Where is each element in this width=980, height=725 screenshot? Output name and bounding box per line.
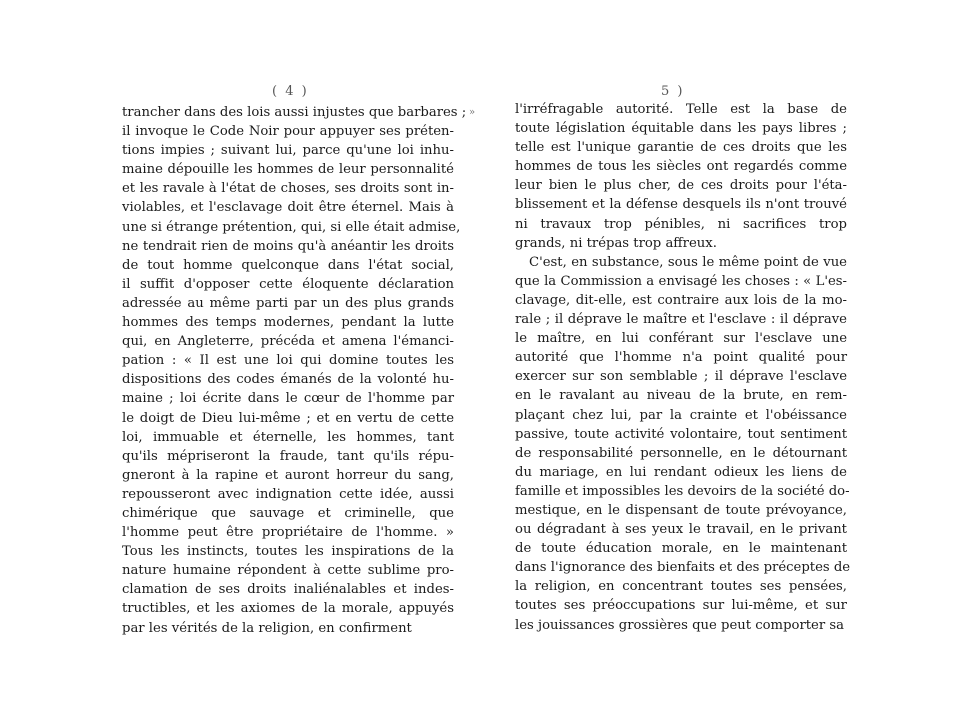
left-text-line: hommes des temps modernes, pendant la lutte [122, 315, 454, 331]
left-text-line: nature humaine répondent à cette sublime pro- [122, 563, 454, 579]
right-text-line: dans l'ignorance des bienfaits et des préceptes de [515, 560, 851, 576]
left-text-line: de tout homme quelconque dans l'état social, [122, 257, 454, 273]
right-text-line: ni travaux trop pénibles, ni sacrifices trop [515, 216, 847, 232]
margin-mark: » [469, 107, 476, 118]
left-text-line: Tous les instincts, toutes les inspirations de la [122, 544, 454, 560]
right-text-line: en le ravalant au niveau de la brute, en rem- [515, 388, 847, 404]
left-text-line: il suffit d'opposer cette éloquente déclaration [122, 276, 454, 292]
right-text-line: leur bien le plus cher, de ces droits pour l'éta- [515, 178, 847, 194]
right-text-line: hommes de tous les siècles ont regardés comme [515, 159, 847, 175]
right-text-line: que la Commission a envisagé les choses : « L'es- [515, 273, 847, 289]
left-text-line: il invoque le Code Noir pour appuyer ses préten- [122, 124, 454, 140]
left-text-line: pation : « Il est une loi qui domine toutes les [122, 353, 454, 369]
right-text-line: telle est l'unique garantie de ces droits que les [515, 140, 847, 156]
right-text-line: plaçant chez lui, par la crainte et l'obéissance [515, 407, 847, 423]
left-text-block [122, 103, 467, 638]
right-text-line: de responsabilité personnelle, en le détournant [515, 445, 847, 461]
left-text-line: maine ; loi écrite dans le cœur de l'homme par [122, 391, 454, 407]
left-page-number: ( 4 ) [272, 84, 309, 99]
right-text-line: ou dégradant à ses yeux le travail, en le privant [515, 522, 847, 538]
right-text-line: toutes ses préoccupations sur lui-même, et sur [515, 598, 847, 614]
left-text-line: le doigt de Dieu lui-même ; et en vertu de cette [122, 410, 454, 426]
right-text-line: C'est, en substance, sous le même point de vue [529, 254, 847, 270]
left-text-line: adressée au même parti par un des plus grands [122, 295, 454, 311]
left-text-line: et les ravale à l'état de choses, ses droits sont in- [122, 181, 454, 197]
right-text-line: mestique, en le dispensant de toute prévoyance, [515, 502, 847, 518]
right-text-line: autorité que l'homme n'a point qualité pour [515, 350, 847, 366]
left-text-line: ne tendrait rien de moins qu'à anéantir les droits [122, 238, 454, 254]
right-text-line: blissement et la défense desquels ils n'ont trouvé [515, 197, 847, 213]
right-text-line: grands, ni trépas trop affreux. [515, 235, 717, 251]
left-text-line: loi, immuable et éternelle, les hommes, tant [122, 429, 454, 445]
right-text-line: de toute éducation morale, en le maintenant [515, 541, 847, 557]
right-text-block [515, 100, 851, 635]
left-text-line: par les vérités de la religion, en confirment [122, 620, 412, 636]
right-page-number: 5 ) [661, 84, 685, 99]
right-text-line: famille et impossibles les devoirs de la société do- [515, 483, 850, 499]
left-text-line: l'homme peut être propriétaire de l'homme. » [122, 525, 454, 541]
right-text-line: passive, toute activité volontaire, tout sentiment [515, 426, 847, 442]
right-text-line: du mariage, en lui rendant odieux les liens de [515, 464, 847, 480]
left-text-line: repousseront avec indignation cette idée, aussi [122, 486, 454, 502]
left-text-line: dispositions des codes émanés de la volonté hu- [122, 372, 454, 388]
left-text-line: une si étrange prétention, qui, si elle était admise, [122, 219, 461, 235]
left-text-line: trancher dans des lois aussi injustes que barbares ; [122, 105, 467, 120]
left-text-line: tions impies ; suivant lui, parce qu'une loi inhu- [122, 143, 454, 159]
right-text-line: les jouissances grossières que peut comporter sa [515, 617, 844, 633]
left-text-line: qui, en Angleterre, précéda et amena l'émanci- [122, 334, 454, 350]
right-text-line: clavage, dit-elle, est contraire aux lois de la mo- [515, 292, 847, 308]
right-page [490, 0, 980, 725]
left-text-line: violables, et l'esclavage doit être éternel. Mais à [122, 200, 454, 216]
right-text-line: le maître, en lui conférant sur l'esclave une [515, 331, 847, 347]
left-text-line: gneront à la rapine et auront horreur du sang, [122, 467, 454, 483]
right-text-line: toute législation équitable dans les pays libres ; [515, 121, 847, 137]
right-text-line: l'irréfragable autorité. Telle est la base de [515, 102, 847, 117]
right-text-line: rale ; il déprave le maître et l'esclave : il déprave [515, 312, 847, 328]
left-text-line: clamation de ses droits inaliénalables et indes- [122, 582, 454, 598]
left-text-line: qu'ils mépriseront la fraude, tant qu'ils répu- [122, 448, 454, 464]
left-text-line: chimérique que sauvage et criminelle, que [122, 505, 454, 521]
right-text-line: la religion, en concentrant toutes ses pensées, [515, 579, 847, 595]
left-text-line: maine dépouille les hommes de leur personnalité [122, 162, 454, 178]
right-text-line: exercer sur son semblable ; il déprave l'esclave [515, 369, 847, 385]
left-text-line: tructibles, et les axiomes de la morale, appuyés [122, 601, 454, 617]
